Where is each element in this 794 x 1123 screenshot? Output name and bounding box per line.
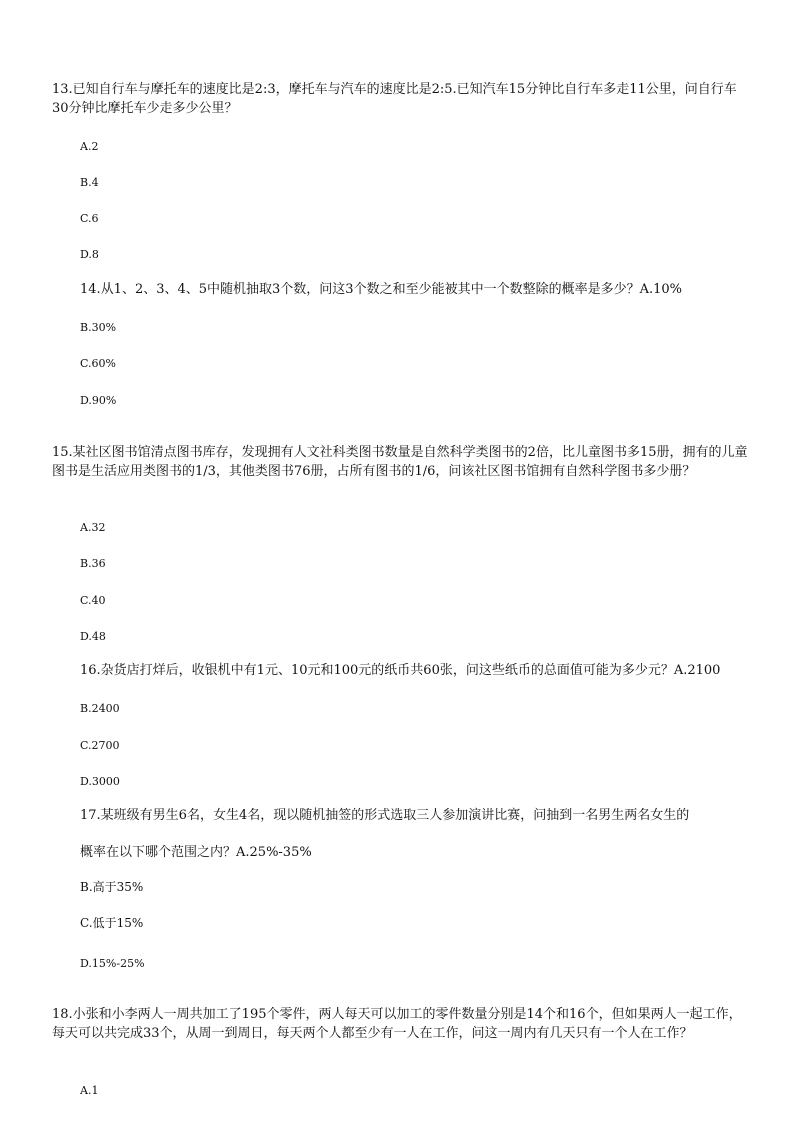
question-15-option-d: D.48 — [80, 630, 106, 643]
question-16-option-b: B.2400 — [80, 702, 120, 715]
question-17-option-d: D.15%-25% — [80, 957, 145, 970]
question-15-option-c: C.40 — [80, 594, 106, 607]
question-15-stem: 15.某社区图书馆清点图书库存，发现拥有人文社科类图书数量是自然科学类图书的2倍，比儿童图书多15册，拥有的儿童图书是生活应用类图书的1/3，其他类图书76册，占所有图书的1/6，问该社区图书馆拥有自然科学图书多少册？ — [52, 445, 748, 479]
question-14-option-c: C.60% — [80, 357, 116, 370]
question-17-stem-line-1: 17.某班级有男生6名，女生4名，现以随机抽签的形式选取三人参加演讲比赛，问抽到一名男生两名女生的 — [80, 808, 690, 823]
question-15-option-b: B.36 — [80, 557, 106, 570]
question-15-option-a: A.32 — [80, 521, 106, 534]
question-14-stem: 14.从1、2、3、4、5中随机抽取3个数，问这3个数之和至少能被其中一个数整除的概率是多少？A.10% — [80, 282, 682, 297]
question-13-option-d: D.8 — [80, 248, 99, 261]
question-14-option-b: B.30% — [80, 321, 117, 334]
question-13-option-a: A.2 — [80, 140, 99, 153]
question-16-stem: 16.杂货店打烊后，收银机中有1元、10元和100元的纸币共60张，问这些纸币的总面值可能为多少元？A.2100 — [80, 663, 721, 678]
question-13-option-b: B.4 — [80, 176, 99, 189]
question-16-option-c: C.2700 — [80, 739, 120, 752]
question-17-option-b: B.高于35% — [80, 880, 144, 894]
question-14-option-d: D.90% — [80, 394, 117, 407]
question-13-option-c: C.6 — [80, 212, 99, 225]
question-13-stem: 13.已知自行车与摩托车的速度比是2:3，摩托车与汽车的速度比是2:5.已知汽车15分钟比自行车多走11公里，问自行车30分钟比摩托车少走多少公里？ — [52, 82, 737, 116]
question-18-option-a: A.1 — [80, 1084, 99, 1097]
question-16-option-d: D.3000 — [80, 775, 120, 788]
question-17-stem-line-2: 概率在以下哪个范围之内？A.25%-35% — [80, 845, 312, 860]
question-17-option-c: C.低于15% — [80, 916, 144, 930]
question-18-stem: 18.小张和小李两人一周共加工了195个零件，两人每天可以加工的零件数量分别是14个和16个，但如果两人一起工作，每天可以共完成33个，从周一到周日，每天两个人都至少有一人在工作，问这一周内有几天只有一个人在工作？ — [52, 1007, 742, 1041]
